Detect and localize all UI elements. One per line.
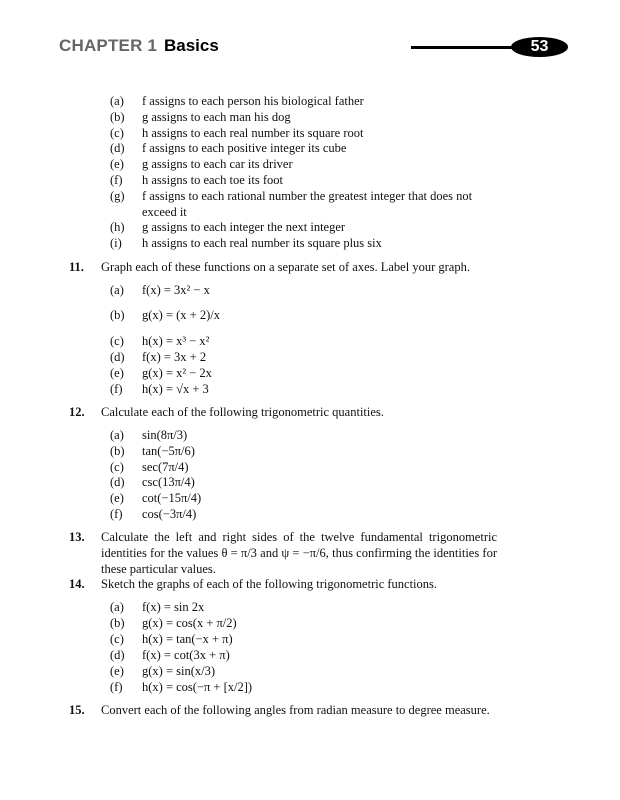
q12-item-text: cos(−3π/4) [142, 507, 197, 521]
q10-item-label: (f) [110, 173, 123, 187]
q11-item-text: g(x) = (x + 2)/x [142, 308, 220, 322]
q12-item-text: cot(−15π/4) [142, 491, 202, 505]
q12-item-label: (d) [110, 475, 125, 489]
q14-item-label: (e) [110, 664, 124, 678]
q12-text: Calculate each of the following trigonometric quantities. [101, 405, 384, 419]
q10-item-label: (e) [110, 157, 124, 171]
q12-item-text: sec(7π/4) [142, 460, 189, 474]
q11-item-text: f(x) = 3x² − x [142, 283, 210, 297]
q11-item-label: (f) [110, 382, 123, 396]
q14-item-text: g(x) = sin(x/3) [142, 664, 216, 678]
q13-text: Calculate the left and right sides of the twelve fundamental trigonometric identities for the values θ = π/3 and ψ = −π/6, thus confirming the identities for these particular values. [101, 530, 497, 576]
q14-item-text: h(x) = tan(−x + π) [142, 632, 233, 646]
q14-item-text: f(x) = sin 2x [142, 600, 205, 614]
q10-item-text: h assigns to each real number its square plus six [142, 236, 382, 250]
q10-item-text: h assigns to each real number its square root [142, 126, 364, 140]
page-number-badge: 53 [511, 37, 568, 57]
q10-item-text: g assigns to each integer the next integer [142, 220, 346, 234]
q11-item-text: h(x) = x³ − x² [142, 334, 210, 348]
page-header [0, 0, 620, 80]
q14-item-text: g(x) = cos(x + π/2) [142, 616, 237, 630]
q10-item-label: (b) [110, 110, 125, 124]
chapter-label: CHAPTER 1 [59, 36, 158, 55]
q10-item-text: h assigns to each toe its foot [142, 173, 283, 187]
q11-item-text: f(x) = 3x + 2 [142, 350, 207, 364]
q13-number: 13. [69, 530, 85, 544]
q11-item-label: (e) [110, 366, 124, 380]
q11-item-label: (a) [110, 283, 124, 297]
header-rule [411, 46, 521, 49]
q10-item-label: (g) [110, 189, 125, 203]
q11-number: 11. [69, 260, 84, 274]
q12-item-label: (a) [110, 428, 124, 442]
q11-item-label: (d) [110, 350, 125, 364]
q12-item-label: (e) [110, 491, 124, 505]
q12-number: 12. [69, 405, 85, 419]
q12-item-label: (f) [110, 507, 123, 521]
q15-text: Convert each of the following angles from radian measure to degree measure. [101, 703, 490, 717]
q15-number: 15. [69, 703, 85, 717]
q10-item-label: (h) [110, 220, 125, 234]
q10-item-text: f assigns to each rational number the greatest integer that does not exceed it [142, 189, 473, 219]
q10-item-text: f assigns to each person his biological father [142, 94, 364, 108]
q10-item-text: g assigns to each car its driver [142, 157, 293, 171]
q11-item-label: (c) [110, 334, 124, 348]
q14-item-label: (a) [110, 600, 124, 614]
q14-item-label: (c) [110, 632, 124, 646]
q12-item-text: csc(13π/4) [142, 475, 195, 489]
q12-item-text: tan(−5π/6) [142, 444, 195, 458]
q12-item-label: (b) [110, 444, 125, 458]
q12-item-label: (c) [110, 460, 124, 474]
q14-item-text: h(x) = cos(−π + [x/2]) [142, 680, 253, 694]
q10-item-label: (d) [110, 141, 125, 155]
q12-item-text: sin(8π/3) [142, 428, 188, 442]
q14-item-text: f(x) = cot(3x + π) [142, 648, 230, 662]
q14-item-label: (d) [110, 648, 125, 662]
q10-item-text: g assigns to each man his dog [142, 110, 291, 124]
q11-item-text: h(x) = √x + 3 [142, 382, 209, 396]
chapter-title: Basics [164, 36, 219, 55]
q10-item-label: (i) [110, 236, 122, 250]
q11-item-label: (b) [110, 308, 125, 322]
q14-number: 14. [69, 577, 85, 591]
q14-text: Sketch the graphs of each of the following trigonometric functions. [101, 577, 438, 591]
q10-item-label: (a) [110, 94, 124, 108]
q10-item-label: (c) [110, 126, 124, 140]
q14-item-label: (f) [110, 680, 123, 694]
q10-item-text: f assigns to each positive integer its cube [142, 141, 347, 155]
q14-item-label: (b) [110, 616, 125, 630]
q11-text: Graph each of these functions on a separate set of axes. Label your graph. [101, 260, 470, 274]
q11-item-text: g(x) = x² − 2x [142, 366, 212, 380]
